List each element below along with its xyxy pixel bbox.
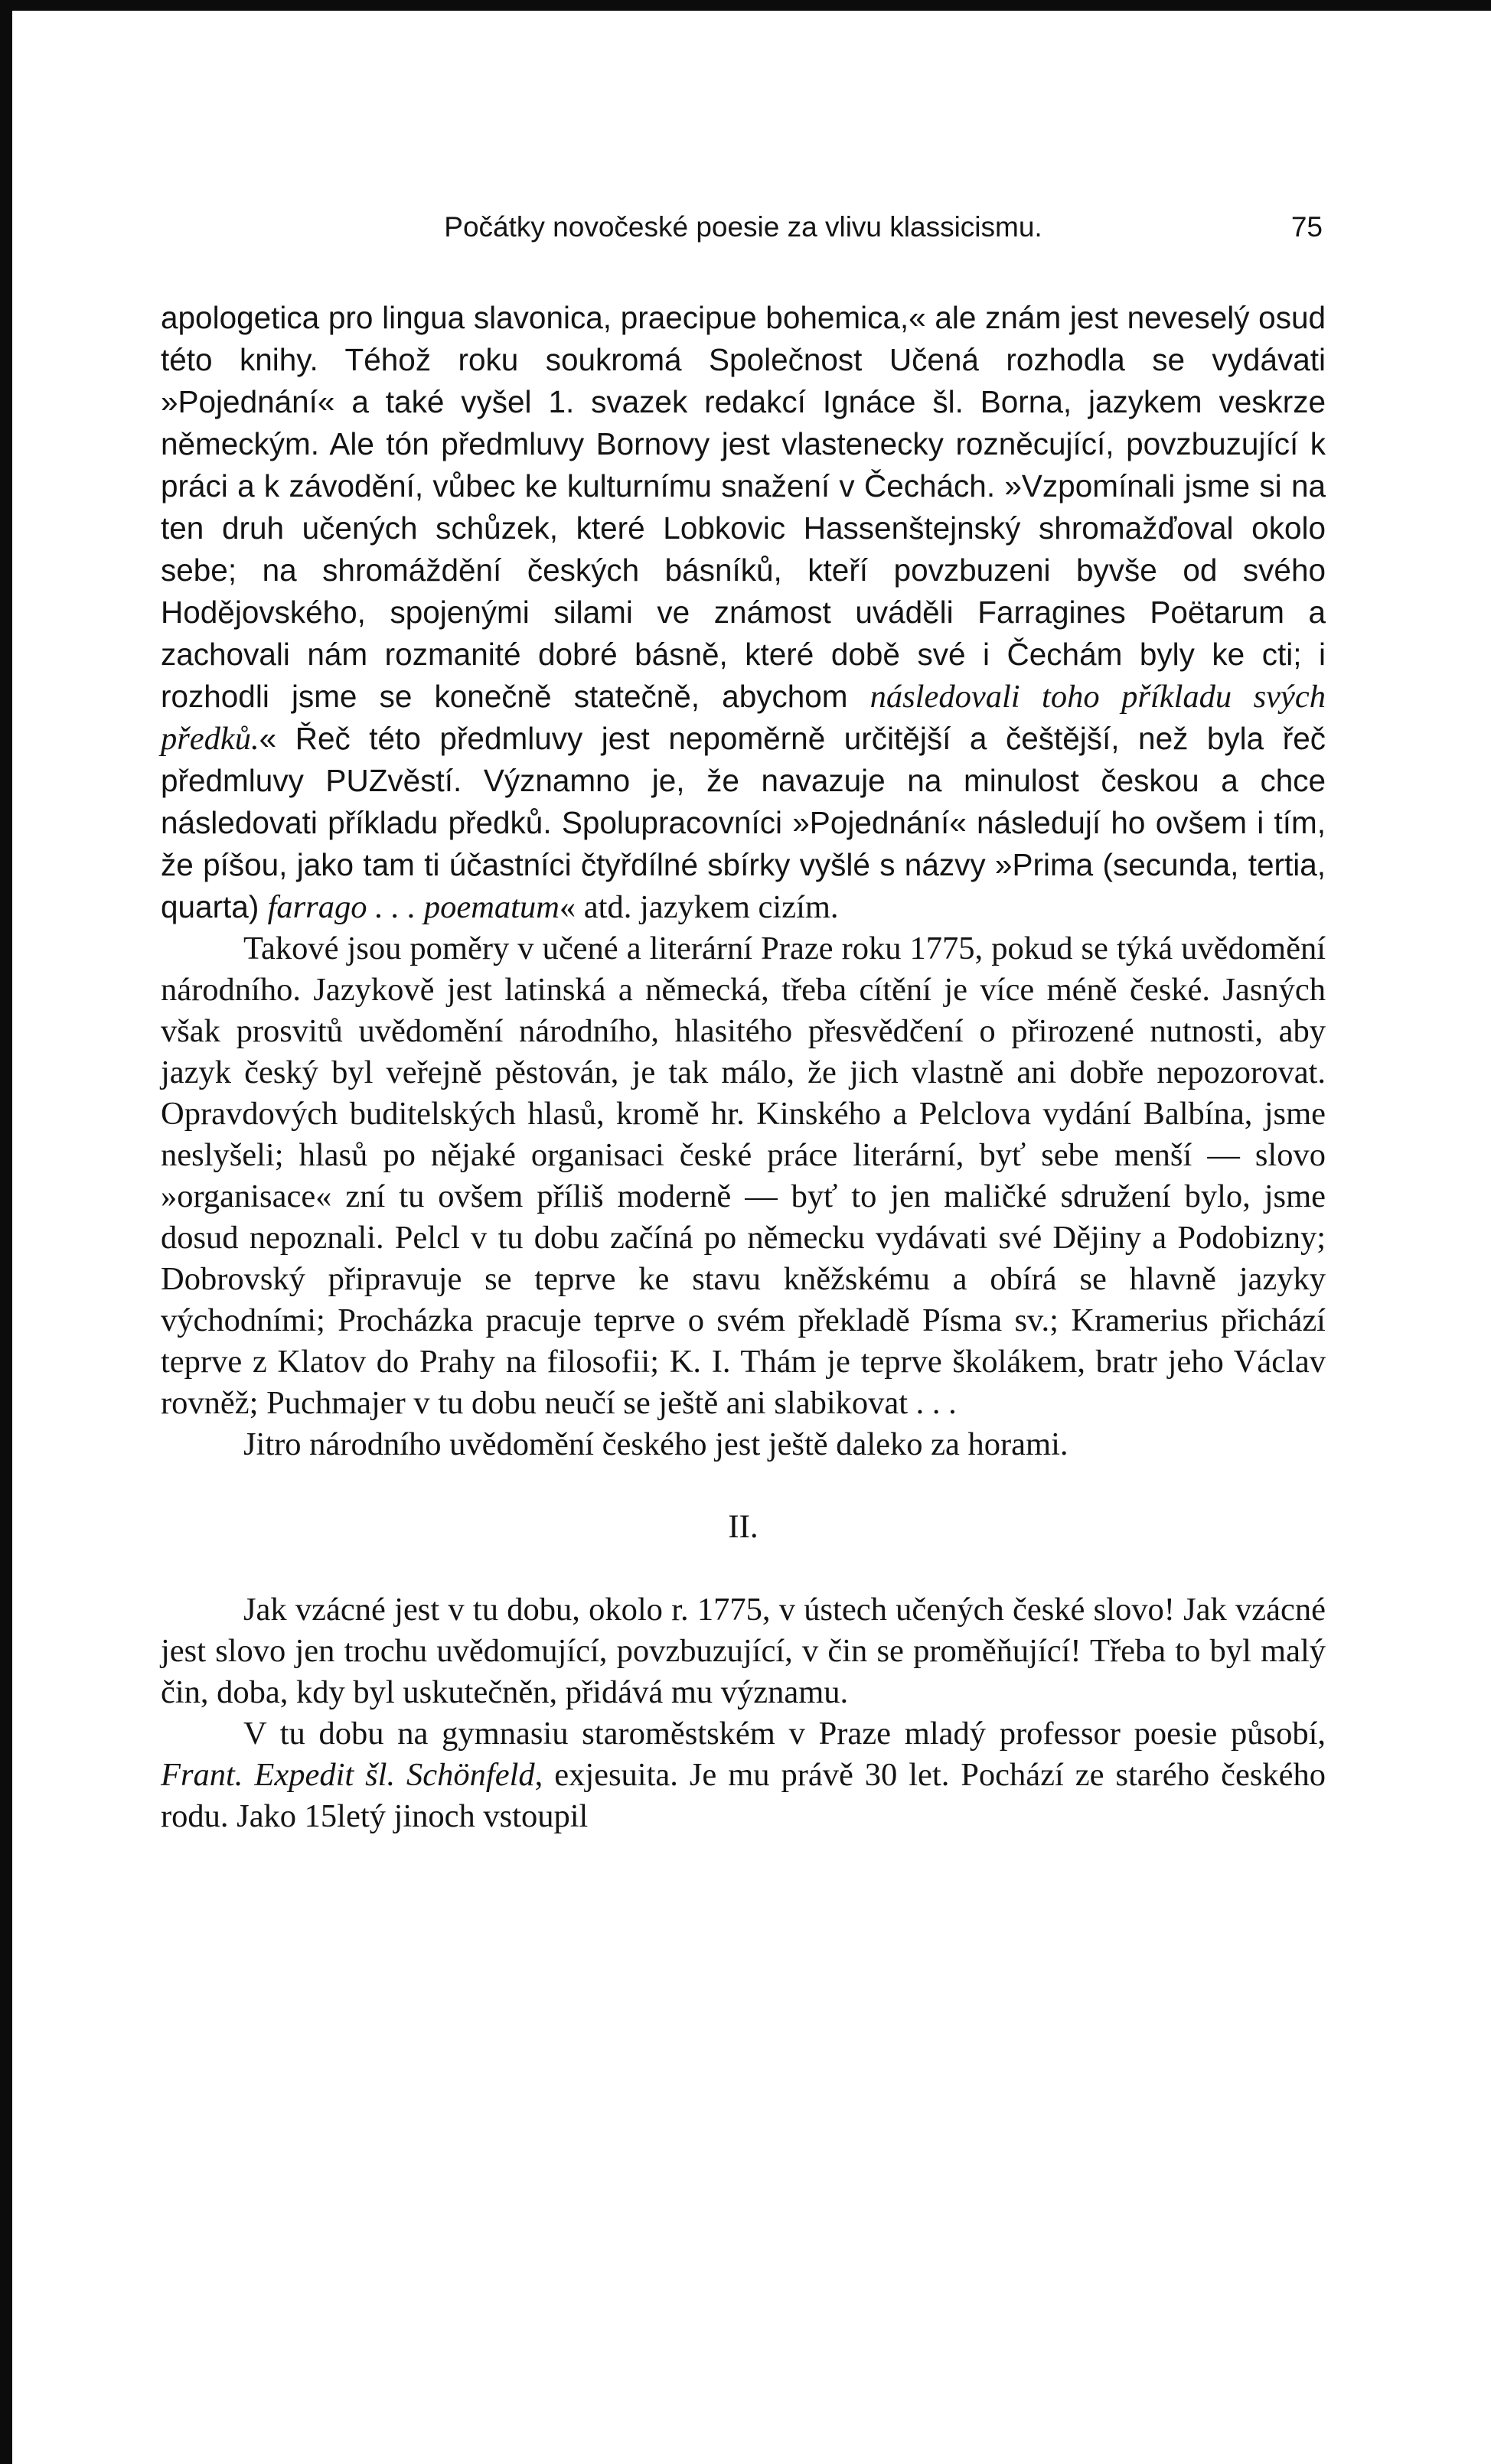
paragraph-1-text: apologetica pro lingua slavonica, praecipue bohemica,« ale znám jest neveselý osud této knihy. Téhož roku soukromá Společnost Učená rozhodla se vydávati »Pojednání« a také vyšel 1. svazek redakcí Ignáce šl. Borna, jazykem veskrze německým. Ale tón předmluvy Bornovy jest vlastenecky rozněcující, povzbuzující k práci a k závodění, vůbec ke kulturnímu snažení v Čechách. »Vzpomínali jsme si na ten druh učených schůzek, které Lobkovic Hassenštejnský shromažďoval okolo sebe; na shromáždění českých básníků, kteří povzbuzeni byvše od svého Hodějovského, spojenými silami ve známost uváděli Farragines Poëtarum a zachovali nám rozmanité dobré básně, které době své i Čechám byly ke cti; i rozhodli jsme se konečně statečně, abychom xyxy=(161,300,1326,714)
scan-border-top xyxy=(0,0,1491,11)
emphasis-quote: následovali toho příkladu svých předků. xyxy=(161,679,1326,757)
book-page xyxy=(161,205,1326,1837)
paragraph-1 xyxy=(161,297,1326,928)
body-text xyxy=(161,297,1326,1837)
scan-border-left xyxy=(0,0,12,2464)
paragraph-4: Jak vzácné jest v tu dobu, okolo r. 1775, v ústech učených české slovo! Jak vzácné jest slovo jen trochu uvědomující, povzbuzující, v čin se proměňující! Třeba to byl malý čin, doba, kdy byl uskutečněn, přidává mu významu. xyxy=(161,1592,1326,1710)
paragraph-5-text: V tu dobu na gymnasiu staroměstském v Praze mladý professor poesie působí, xyxy=(243,1716,1326,1752)
paragraph-1-text-end: « atd. jazykem cizím. xyxy=(559,889,839,925)
paragraph-2: Takové jsou poměry v učené a literární Praze roku 1775, pokud se týká uvědomění národního. Jazykově jest latinská a německá, třeba cítění je více méně české. Jasných však prosvitů uvědomění národního, hlasitého přesvědčení o přirozené nutnosti, aby jazyk český byl veřejně pěstován, je tak málo, že jich vlastně ani dobře nepozorovat. Opravdových buditelských hlasů, kromě hr. Kinského a Pelclova vydání Balbína, jsme neslyšeli; hlasů po nějaké organisaci české práce literární, byť sebe menší — slovo »organisace« zní tu ovšem příliš moderně — byť to jen maličké sdružení bylo, jsme dosud nepoznali. Pelcl v tu dobu začíná po německu vydávati své Dějiny a Podobizny; Dobrovský připravuje se teprve ke stavu kněžskému a obírá se hlavně jazyky východními; Procházka pracuje teprve o svém překladě Písma sv.; Kramerius přichází teprve z Klatov do Prahy na filosofii; K. I. Thám je teprve školákem, bratr jeho Václav rovněž; Puchmajer v tu dobu neučí se ještě ani slabikovat . . . xyxy=(161,931,1326,1421)
paragraph-3: Jitro národního uvědomění českého jest ještě daleko za horami. xyxy=(243,1426,1068,1462)
emphasis-name: Frant. Expedit šl. Schönfeld xyxy=(161,1757,535,1793)
running-title: Počátky novočeské poesie za vlivu klassicismu. xyxy=(444,211,1042,243)
emphasis-farrago: farrago . . . poematum xyxy=(267,889,560,925)
running-header xyxy=(161,205,1326,251)
paragraph-5-text-cont: , exjesuita. Je mu právě 30 let. Pochází ze starého českého rodu. Jako 15letý jinoch vstoupil xyxy=(161,1757,1326,1834)
paragraph-1-text-cont: « Řeč této předmluvy jest nepoměrně určitější a češtější, než byla řeč předmluvy PUZvěstí. Významno je, že navazuje na minulost českou a chce následovati příkladu předků. Spolupracovníci »Pojednání« následují ho ovšem i tím, že píšou, jako tam ti účastníci čtyřdílné sbírky vyšlé s názvy »Prima (secunda, tertia, quarta) xyxy=(161,721,1326,924)
section-heading: II. xyxy=(728,1509,759,1545)
paragraph-5 xyxy=(161,1713,1326,1837)
page-number: 75 xyxy=(1290,211,1323,243)
